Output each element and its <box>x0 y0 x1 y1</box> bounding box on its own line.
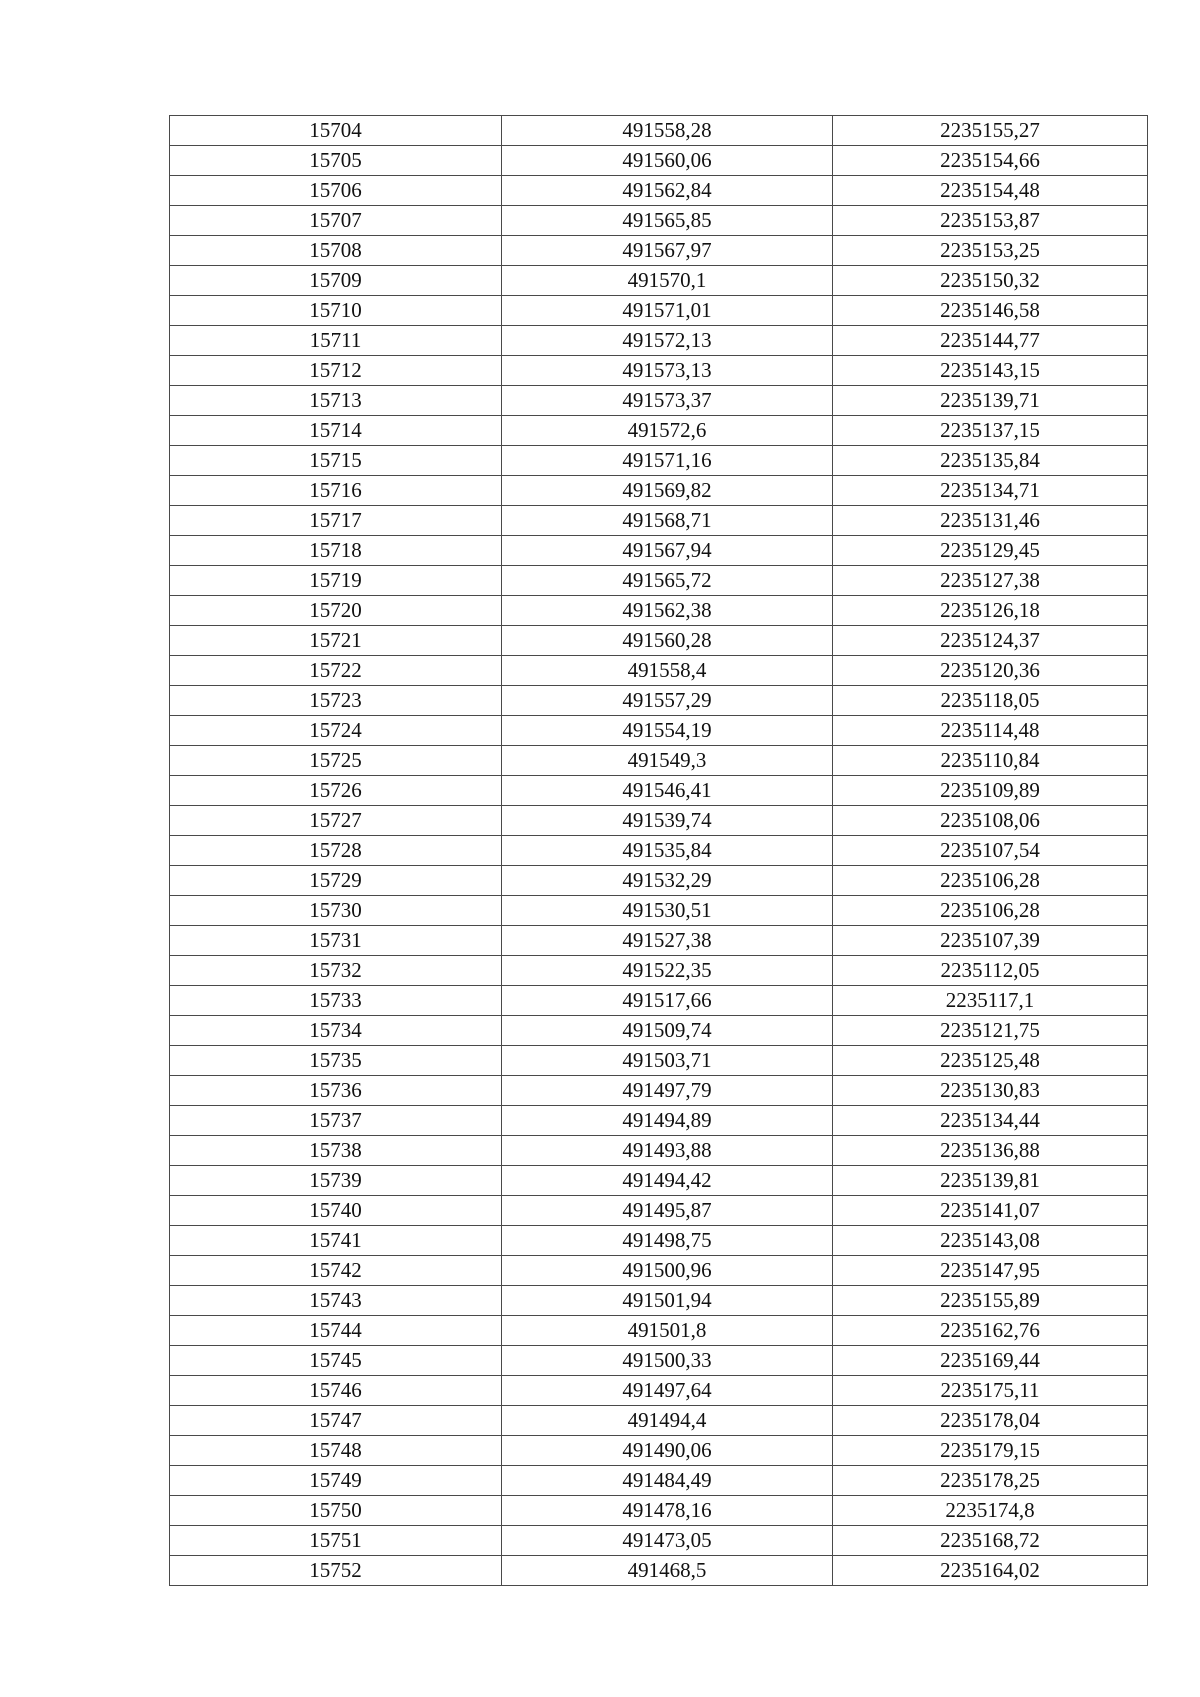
table-row <box>170 1196 1148 1226</box>
point-number-cell: 15725 <box>170 746 502 776</box>
x-coordinate-cell: 491565,72 <box>502 566 833 596</box>
x-coordinate-cell: 491473,05 <box>502 1526 833 1556</box>
table-row <box>170 746 1148 776</box>
y-coordinate-cell: 2235175,11 <box>833 1376 1148 1406</box>
table-row <box>170 626 1148 656</box>
x-coordinate-cell: 491530,51 <box>502 896 833 926</box>
x-coordinate-cell: 491527,38 <box>502 926 833 956</box>
point-number-cell: 15745 <box>170 1346 502 1376</box>
point-number-cell: 15747 <box>170 1406 502 1436</box>
point-number-cell: 15752 <box>170 1556 502 1586</box>
point-number-cell: 15711 <box>170 326 502 356</box>
table-row <box>170 326 1148 356</box>
point-number-cell: 15706 <box>170 176 502 206</box>
x-coordinate-cell: 491494,4 <box>502 1406 833 1436</box>
y-coordinate-cell: 2235168,72 <box>833 1526 1148 1556</box>
y-coordinate-cell: 2235124,37 <box>833 626 1148 656</box>
point-number-cell: 15707 <box>170 206 502 236</box>
table-row <box>170 716 1148 746</box>
point-number-cell: 15710 <box>170 296 502 326</box>
y-coordinate-cell: 2235126,18 <box>833 596 1148 626</box>
table-row <box>170 1136 1148 1166</box>
y-coordinate-cell: 2235137,15 <box>833 416 1148 446</box>
x-coordinate-cell: 491495,87 <box>502 1196 833 1226</box>
x-coordinate-cell: 491532,29 <box>502 866 833 896</box>
table-row <box>170 1406 1148 1436</box>
y-coordinate-cell: 2235153,87 <box>833 206 1148 236</box>
point-number-cell: 15744 <box>170 1316 502 1346</box>
y-coordinate-cell: 2235120,36 <box>833 656 1148 686</box>
table-row <box>170 776 1148 806</box>
x-coordinate-cell: 491498,75 <box>502 1226 833 1256</box>
point-number-cell: 15721 <box>170 626 502 656</box>
x-coordinate-cell: 491546,41 <box>502 776 833 806</box>
point-number-cell: 15738 <box>170 1136 502 1166</box>
y-coordinate-cell: 2235162,76 <box>833 1316 1148 1346</box>
point-number-cell: 15736 <box>170 1076 502 1106</box>
point-number-cell: 15718 <box>170 536 502 566</box>
point-number-cell: 15729 <box>170 866 502 896</box>
x-coordinate-cell: 491535,84 <box>502 836 833 866</box>
table-row <box>170 1076 1148 1106</box>
y-coordinate-cell: 2235108,06 <box>833 806 1148 836</box>
y-coordinate-cell: 2235179,15 <box>833 1436 1148 1466</box>
x-coordinate-cell: 491500,96 <box>502 1256 833 1286</box>
table-row <box>170 1316 1148 1346</box>
table-row <box>170 686 1148 716</box>
table-row <box>170 1526 1148 1556</box>
point-number-cell: 15715 <box>170 446 502 476</box>
point-number-cell: 15709 <box>170 266 502 296</box>
point-number-cell: 15724 <box>170 716 502 746</box>
point-number-cell: 15728 <box>170 836 502 866</box>
y-coordinate-cell: 2235150,32 <box>833 266 1148 296</box>
point-number-cell: 15751 <box>170 1526 502 1556</box>
table-row <box>170 896 1148 926</box>
x-coordinate-cell: 491562,84 <box>502 176 833 206</box>
table-row <box>170 236 1148 266</box>
y-coordinate-cell: 2235164,02 <box>833 1556 1148 1586</box>
x-coordinate-cell: 491558,4 <box>502 656 833 686</box>
y-coordinate-cell: 2235114,48 <box>833 716 1148 746</box>
point-number-cell: 15735 <box>170 1046 502 1076</box>
y-coordinate-cell: 2235135,84 <box>833 446 1148 476</box>
y-coordinate-cell: 2235174,8 <box>833 1496 1148 1526</box>
point-number-cell: 15750 <box>170 1496 502 1526</box>
table-row <box>170 656 1148 686</box>
y-coordinate-cell: 2235169,44 <box>833 1346 1148 1376</box>
y-coordinate-cell: 2235121,75 <box>833 1016 1148 1046</box>
y-coordinate-cell: 2235143,15 <box>833 356 1148 386</box>
table-row <box>170 416 1148 446</box>
point-number-cell: 15720 <box>170 596 502 626</box>
table-row <box>170 536 1148 566</box>
y-coordinate-cell: 2235178,04 <box>833 1406 1148 1436</box>
x-coordinate-cell: 491484,49 <box>502 1466 833 1496</box>
y-coordinate-cell: 2235109,89 <box>833 776 1148 806</box>
table-row <box>170 446 1148 476</box>
x-coordinate-cell: 491494,89 <box>502 1106 833 1136</box>
x-coordinate-cell: 491567,94 <box>502 536 833 566</box>
point-number-cell: 15719 <box>170 566 502 596</box>
point-number-cell: 15733 <box>170 986 502 1016</box>
table-row <box>170 1166 1148 1196</box>
y-coordinate-cell: 2235147,95 <box>833 1256 1148 1286</box>
y-coordinate-cell: 2235131,46 <box>833 506 1148 536</box>
x-coordinate-cell: 491517,66 <box>502 986 833 1016</box>
x-coordinate-cell: 491501,8 <box>502 1316 833 1346</box>
x-coordinate-cell: 491503,71 <box>502 1046 833 1076</box>
point-number-cell: 15740 <box>170 1196 502 1226</box>
table-row <box>170 956 1148 986</box>
x-coordinate-cell: 491572,13 <box>502 326 833 356</box>
table-row <box>170 1106 1148 1136</box>
table-row <box>170 206 1148 236</box>
y-coordinate-cell: 2235139,71 <box>833 386 1148 416</box>
y-coordinate-cell: 2235107,54 <box>833 836 1148 866</box>
table-row <box>170 386 1148 416</box>
point-number-cell: 15741 <box>170 1226 502 1256</box>
y-coordinate-cell: 2235107,39 <box>833 926 1148 956</box>
point-number-cell: 15743 <box>170 1286 502 1316</box>
table-row <box>170 986 1148 1016</box>
point-number-cell: 15742 <box>170 1256 502 1286</box>
x-coordinate-cell: 491522,35 <box>502 956 833 986</box>
y-coordinate-cell: 2235154,48 <box>833 176 1148 206</box>
x-coordinate-cell: 491569,82 <box>502 476 833 506</box>
point-number-cell: 15708 <box>170 236 502 266</box>
table-row <box>170 296 1148 326</box>
table-row <box>170 1466 1148 1496</box>
table-row <box>170 146 1148 176</box>
x-coordinate-cell: 491494,42 <box>502 1166 833 1196</box>
x-coordinate-cell: 491557,29 <box>502 686 833 716</box>
x-coordinate-cell: 491500,33 <box>502 1346 833 1376</box>
x-coordinate-cell: 491497,79 <box>502 1076 833 1106</box>
table-row <box>170 1256 1148 1286</box>
table-row <box>170 866 1148 896</box>
y-coordinate-cell: 2235118,05 <box>833 686 1148 716</box>
point-number-cell: 15723 <box>170 686 502 716</box>
y-coordinate-cell: 2235154,66 <box>833 146 1148 176</box>
x-coordinate-cell: 491509,74 <box>502 1016 833 1046</box>
table-row <box>170 476 1148 506</box>
point-number-cell: 15712 <box>170 356 502 386</box>
y-coordinate-cell: 2235139,81 <box>833 1166 1148 1196</box>
point-number-cell: 15722 <box>170 656 502 686</box>
table-row <box>170 1286 1148 1316</box>
x-coordinate-cell: 491570,1 <box>502 266 833 296</box>
y-coordinate-cell: 2235134,44 <box>833 1106 1148 1136</box>
x-coordinate-cell: 491571,01 <box>502 296 833 326</box>
point-number-cell: 15726 <box>170 776 502 806</box>
point-number-cell: 15739 <box>170 1166 502 1196</box>
x-coordinate-cell: 491493,88 <box>502 1136 833 1166</box>
point-number-cell: 15716 <box>170 476 502 506</box>
y-coordinate-cell: 2235130,83 <box>833 1076 1148 1106</box>
coordinates-table <box>169 115 1148 1586</box>
point-number-cell: 15748 <box>170 1436 502 1466</box>
point-number-cell: 15732 <box>170 956 502 986</box>
coordinates-table-body <box>170 116 1148 1586</box>
point-number-cell: 15727 <box>170 806 502 836</box>
y-coordinate-cell: 2235144,77 <box>833 326 1148 356</box>
y-coordinate-cell: 2235136,88 <box>833 1136 1148 1166</box>
table-row <box>170 176 1148 206</box>
table-row <box>170 116 1148 146</box>
table-row <box>170 1226 1148 1256</box>
x-coordinate-cell: 491562,38 <box>502 596 833 626</box>
point-number-cell: 15731 <box>170 926 502 956</box>
y-coordinate-cell: 2235129,45 <box>833 536 1148 566</box>
y-coordinate-cell: 2235106,28 <box>833 896 1148 926</box>
x-coordinate-cell: 491501,94 <box>502 1286 833 1316</box>
point-number-cell: 15734 <box>170 1016 502 1046</box>
x-coordinate-cell: 491568,71 <box>502 506 833 536</box>
point-number-cell: 15737 <box>170 1106 502 1136</box>
y-coordinate-cell: 2235112,05 <box>833 956 1148 986</box>
x-coordinate-cell: 491558,28 <box>502 116 833 146</box>
y-coordinate-cell: 2235155,27 <box>833 116 1148 146</box>
x-coordinate-cell: 491497,64 <box>502 1376 833 1406</box>
x-coordinate-cell: 491468,5 <box>502 1556 833 1586</box>
point-number-cell: 15746 <box>170 1376 502 1406</box>
table-row <box>170 1436 1148 1466</box>
y-coordinate-cell: 2235178,25 <box>833 1466 1148 1496</box>
x-coordinate-cell: 491565,85 <box>502 206 833 236</box>
x-coordinate-cell: 491572,6 <box>502 416 833 446</box>
table-row <box>170 506 1148 536</box>
table-row <box>170 266 1148 296</box>
x-coordinate-cell: 491560,28 <box>502 626 833 656</box>
table-row <box>170 596 1148 626</box>
y-coordinate-cell: 2235143,08 <box>833 1226 1148 1256</box>
x-coordinate-cell: 491549,3 <box>502 746 833 776</box>
table-row <box>170 356 1148 386</box>
x-coordinate-cell: 491573,37 <box>502 386 833 416</box>
point-number-cell: 15714 <box>170 416 502 446</box>
y-coordinate-cell: 2235141,07 <box>833 1196 1148 1226</box>
table-row <box>170 566 1148 596</box>
x-coordinate-cell: 491573,13 <box>502 356 833 386</box>
x-coordinate-cell: 491571,16 <box>502 446 833 476</box>
x-coordinate-cell: 491539,74 <box>502 806 833 836</box>
point-number-cell: 15705 <box>170 146 502 176</box>
table-row <box>170 1016 1148 1046</box>
y-coordinate-cell: 2235110,84 <box>833 746 1148 776</box>
y-coordinate-cell: 2235127,38 <box>833 566 1148 596</box>
table-row <box>170 1376 1148 1406</box>
point-number-cell: 15730 <box>170 896 502 926</box>
point-number-cell: 15717 <box>170 506 502 536</box>
y-coordinate-cell: 2235125,48 <box>833 1046 1148 1076</box>
point-number-cell: 15704 <box>170 116 502 146</box>
x-coordinate-cell: 491567,97 <box>502 236 833 266</box>
table-row <box>170 836 1148 866</box>
table-row <box>170 1346 1148 1376</box>
x-coordinate-cell: 491490,06 <box>502 1436 833 1466</box>
x-coordinate-cell: 491554,19 <box>502 716 833 746</box>
y-coordinate-cell: 2235146,58 <box>833 296 1148 326</box>
y-coordinate-cell: 2235155,89 <box>833 1286 1148 1316</box>
y-coordinate-cell: 2235153,25 <box>833 236 1148 266</box>
table-row <box>170 1046 1148 1076</box>
table-row <box>170 1496 1148 1526</box>
y-coordinate-cell: 2235134,71 <box>833 476 1148 506</box>
table-row <box>170 806 1148 836</box>
y-coordinate-cell: 2235106,28 <box>833 866 1148 896</box>
table-row <box>170 1556 1148 1586</box>
y-coordinate-cell: 2235117,1 <box>833 986 1148 1016</box>
x-coordinate-cell: 491560,06 <box>502 146 833 176</box>
point-number-cell: 15713 <box>170 386 502 416</box>
table-row <box>170 926 1148 956</box>
point-number-cell: 15749 <box>170 1466 502 1496</box>
x-coordinate-cell: 491478,16 <box>502 1496 833 1526</box>
